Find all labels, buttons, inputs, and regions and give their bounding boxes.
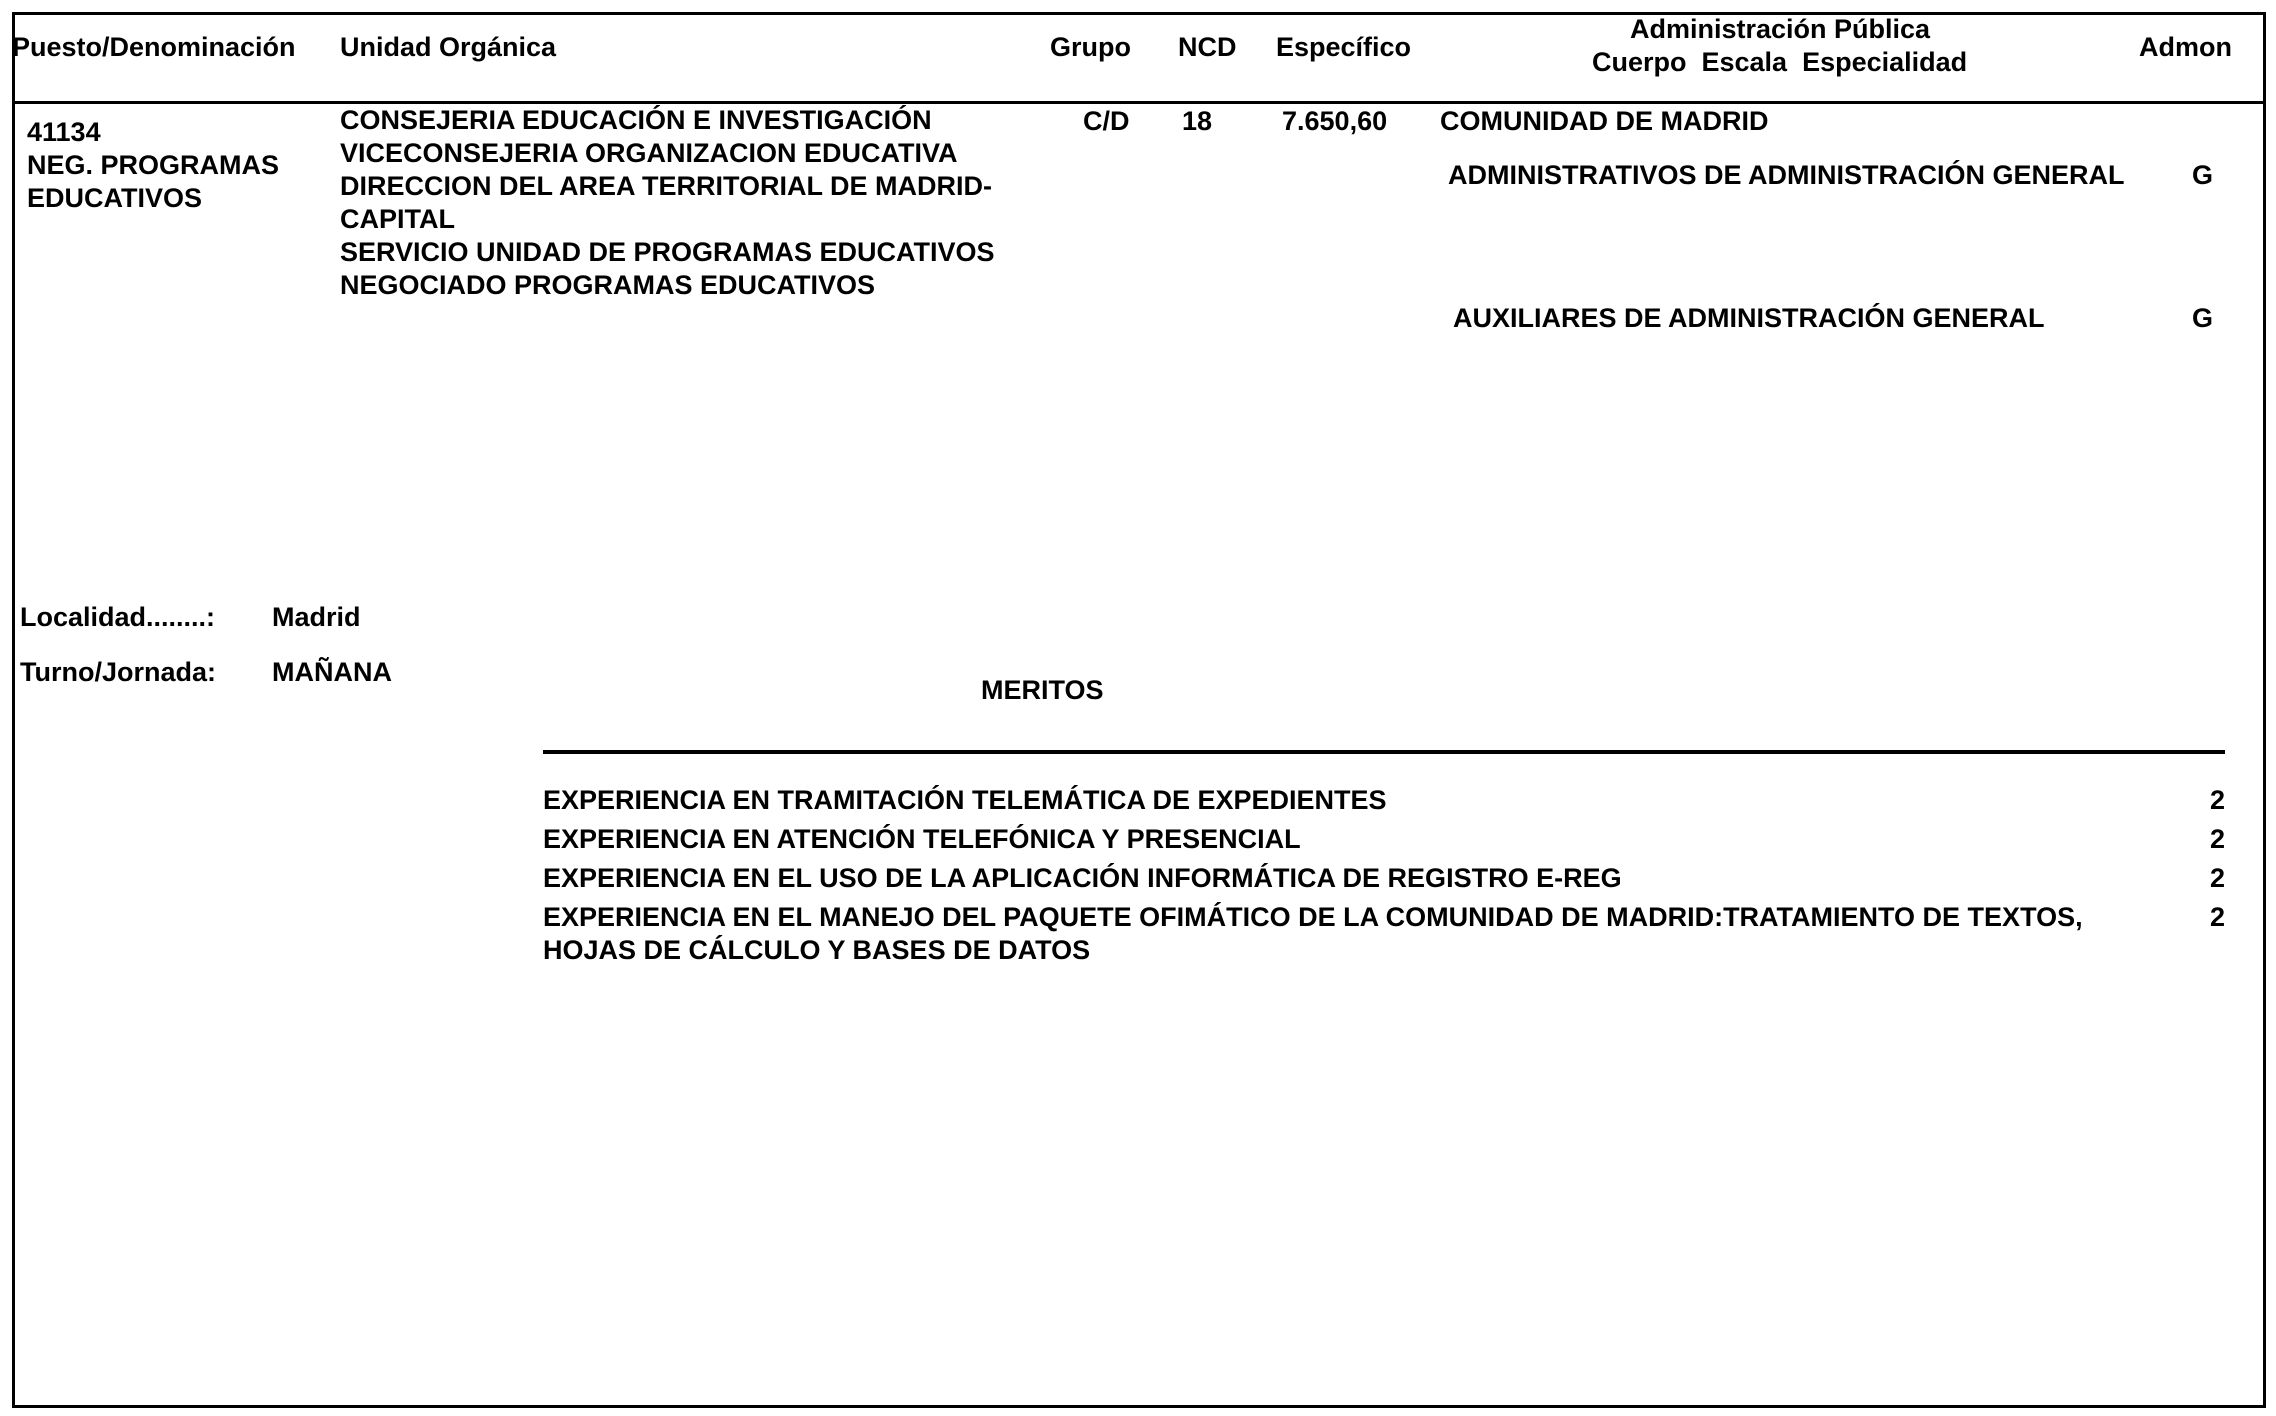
- unidad-line: CONSEJERIA EDUCACIÓN E INVESTIGACIÓN: [340, 105, 932, 135]
- unidad-line: CAPITAL: [340, 204, 455, 234]
- ncd-value: 18: [1182, 106, 1213, 136]
- merito-points: 2: [2209, 902, 2225, 932]
- puesto-block: [27, 116, 279, 215]
- unidad-line: DIRECCION DEL AREA TERRITORIAL DE MADRID-: [340, 171, 993, 201]
- grupo-value: C/D: [1083, 106, 1130, 136]
- merito-text: EXPERIENCIA EN ATENCIÓN TELEFÓNICA Y PRESENCIAL: [543, 824, 1301, 854]
- merito-points: 2: [2209, 863, 2225, 893]
- meritos-title: MERITOS: [981, 675, 1104, 705]
- puesto-denominacion-2: EDUCATIVOS: [27, 183, 203, 213]
- localidad-value: Madrid: [272, 602, 361, 632]
- merito-points: 2: [2209, 824, 2225, 854]
- merito-item: [543, 784, 2225, 817]
- merito-text: EXPERIENCIA EN EL USO DE LA APLICACIÓN INFORMÁTICA DE REGISTRO E-REG: [543, 863, 1622, 893]
- cuerpo-nombre-2: AUXILIARES DE ADMINISTRACIÓN GENERAL: [1453, 303, 2045, 333]
- header-grupo: Grupo: [1050, 32, 1131, 62]
- meritos-divider: [543, 750, 2225, 754]
- unidad-line: SERVICIO UNIDAD DE PROGRAMAS EDUCATIVOS: [340, 237, 995, 267]
- unidad-line: NEGOCIADO PROGRAMAS EDUCATIVOS: [340, 270, 876, 300]
- especifico-value: 7.650,60: [1282, 106, 1388, 136]
- merito-item: [543, 862, 2225, 895]
- header-puesto: Puesto/Denominación: [12, 32, 296, 62]
- header-admon: Admon: [2139, 32, 2232, 62]
- unidad-line: VICECONSEJERIA ORGANIZACION EDUCATIVA: [340, 138, 958, 168]
- header-admin-publica: Administración Pública: [1630, 14, 1931, 44]
- merito-item: [543, 901, 2225, 967]
- cuerpo-admon-1: G: [2192, 160, 2214, 190]
- turno-label: Turno/Jornada:: [20, 657, 217, 687]
- cuerpo-nombre-1: ADMINISTRATIVOS DE ADMINISTRACIÓN GENERAL: [1448, 160, 2125, 190]
- administracion-value: COMUNIDAD DE MADRID: [1440, 106, 1769, 136]
- header-especifico: Específico: [1276, 32, 1412, 62]
- cuerpo-admon-2: G: [2192, 303, 2214, 333]
- merito-text: EXPERIENCIA EN EL MANEJO DEL PAQUETE OFIMÁTICO DE LA COMUNIDAD DE MADRID:TRATAMIENTO DE TEXTOS, HOJAS DE CÁLCULO Y BASES DE DATOS: [543, 902, 2083, 965]
- header-ncd: NCD: [1178, 32, 1237, 62]
- merito-text: EXPERIENCIA EN TRAMITACIÓN TELEMÁTICA DE EXPEDIENTES: [543, 785, 1387, 815]
- turno-value: MAÑANA: [272, 657, 392, 687]
- puesto-codigo: 41134: [27, 117, 101, 147]
- unidad-organica: [340, 104, 995, 302]
- merito-points: 2: [2209, 785, 2225, 815]
- merito-item: [543, 823, 2225, 856]
- localidad-label: Localidad........:: [20, 602, 216, 632]
- header-unidad: Unidad Orgánica: [340, 32, 557, 62]
- header-cuerpo-escala: Cuerpo Escala Especialidad: [1592, 47, 1968, 77]
- puesto-denominacion-1: NEG. PROGRAMAS: [27, 150, 280, 180]
